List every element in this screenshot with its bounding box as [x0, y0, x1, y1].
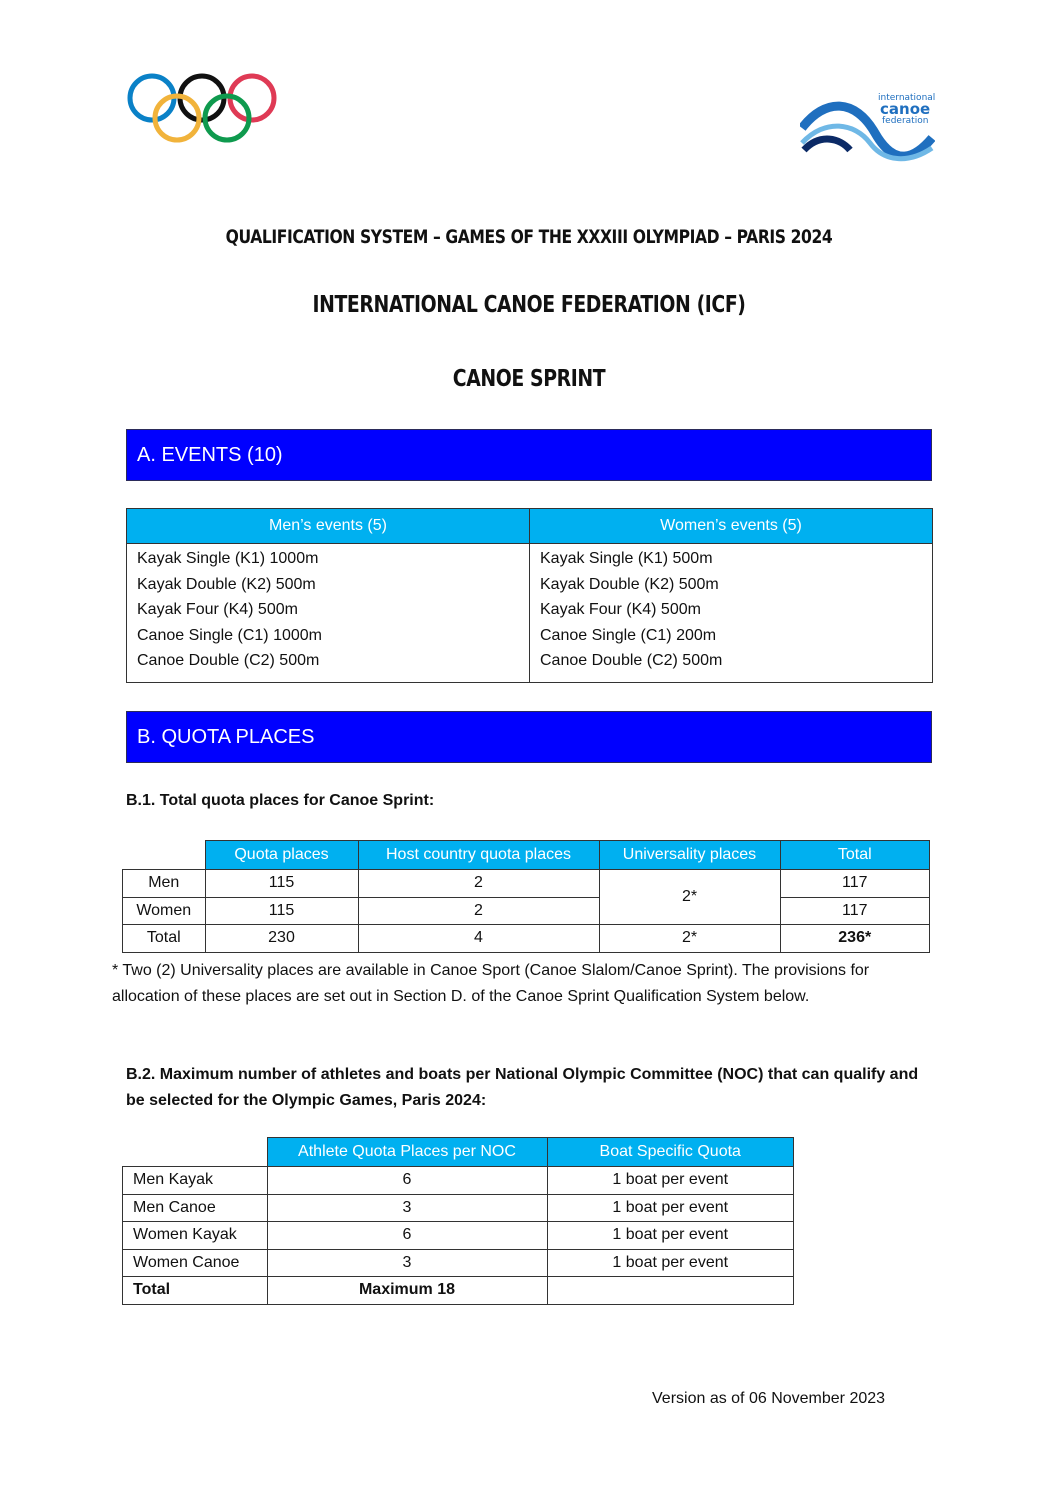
- total-value: 117: [780, 897, 930, 925]
- host-value: 2: [358, 897, 599, 925]
- universality-footnote: * Two (2) Universality places are available in Canoe Sport (Canoe Slalom/Canoe Sprint). The provisions for allocation of these places are set out in Section D. of the Canoe Sprint Qualification System below.: [112, 962, 870, 1005]
- event-item: Kayak Double (K2) 500m: [540, 575, 719, 593]
- table-row: [123, 1249, 794, 1277]
- table-row: [123, 1222, 794, 1250]
- quota-value: 230: [205, 925, 358, 953]
- athletes-value: 3: [267, 1249, 547, 1277]
- row-label: Women Kayak: [123, 1222, 268, 1250]
- event-item: Canoe Single (C1) 1000m: [137, 626, 322, 644]
- b2-subheading: B.2. Maximum number of athletes and boats per National Olympic Committee (NOC) that can qualify and be selected for the Olympic Games, Paris 2024:: [126, 1066, 919, 1109]
- boat-quota-header: Boat Specific Quota: [547, 1138, 794, 1167]
- federation-title: INTERNATIONAL CANOE FEDERATION (ICF): [312, 292, 746, 318]
- boats-value: [547, 1277, 794, 1305]
- noc-header-blank: [123, 1138, 268, 1167]
- women-events-header: Women’s events (5): [530, 509, 933, 544]
- men-events-header: Men’s events (5): [127, 509, 530, 544]
- icf-logo-text-2: canoe: [880, 100, 931, 118]
- row-label: Women Canoe: [123, 1249, 268, 1277]
- quota-header: Quota places: [205, 841, 358, 870]
- version-footer: Version as of 06 November 2023: [652, 1390, 886, 1407]
- row-label: Men: [123, 870, 206, 898]
- event-item: Kayak Single (K1) 500m: [540, 550, 713, 567]
- total-value: 236*: [780, 925, 930, 953]
- section-a-heading: A. EVENTS (10): [126, 429, 932, 481]
- quota-header-blank: [123, 841, 206, 870]
- quota-value: 115: [205, 870, 358, 898]
- athletes-value: 3: [267, 1194, 547, 1222]
- total-header: Total: [780, 841, 930, 870]
- event-item: Kayak Double (K2) 500m: [137, 575, 316, 593]
- universality-value: 2*: [599, 870, 780, 925]
- host-header: Host country quota places: [358, 841, 599, 870]
- quota-table: [122, 840, 930, 953]
- event-item: Kayak Four (K4) 500m: [137, 601, 298, 618]
- women-events-cell: [530, 544, 933, 683]
- boats-value: 1 boat per event: [547, 1249, 794, 1277]
- athletes-value: 6: [267, 1222, 547, 1250]
- athletes-value: Maximum 18: [267, 1277, 547, 1305]
- table-row: [123, 870, 930, 898]
- athlete-quota-header: Athlete Quota Places per NOC: [267, 1138, 547, 1167]
- events-table: [126, 508, 933, 683]
- row-label: Men Kayak: [123, 1167, 268, 1195]
- men-events-cell: [127, 544, 530, 683]
- icf-logo-text-3: federation: [882, 116, 929, 126]
- olympic-rings-logo: [126, 72, 278, 144]
- table-row: [123, 897, 930, 925]
- row-label: Total: [123, 1277, 268, 1305]
- table-row: [123, 1167, 794, 1195]
- section-b-heading: B. QUOTA PLACES: [126, 711, 932, 763]
- athletes-value: 6: [267, 1167, 547, 1195]
- boats-value: 1 boat per event: [547, 1167, 794, 1195]
- event-item: Canoe Double (C2) 500m: [540, 652, 723, 669]
- event-item: Canoe Double (C2) 500m: [137, 652, 320, 669]
- icf-logo: [800, 88, 935, 163]
- table-row: [123, 1277, 794, 1305]
- row-label: Men Canoe: [123, 1194, 268, 1222]
- host-value: 2: [358, 870, 599, 898]
- boats-value: 1 boat per event: [547, 1194, 794, 1222]
- universality-header: Universality places: [599, 841, 780, 870]
- table-row: [123, 1194, 794, 1222]
- icf-logo-text-1: international: [878, 93, 935, 103]
- event-item: Kayak Single (K1) 1000m: [137, 550, 319, 567]
- table-row: [123, 925, 930, 953]
- discipline-title: CANOE SPRINT: [452, 366, 606, 392]
- universality-value: 2*: [599, 925, 780, 953]
- noc-quota-table: [122, 1137, 794, 1305]
- event-item: Kayak Four (K4) 500m: [540, 601, 701, 618]
- boats-value: 1 boat per event: [547, 1222, 794, 1250]
- event-item: Canoe Single (C1) 200m: [540, 626, 717, 644]
- b1-subheading: B.1. Total quota places for Canoe Sprint:: [126, 792, 435, 809]
- host-value: 4: [358, 925, 599, 953]
- row-label: Women: [123, 897, 206, 925]
- quota-value: 115: [205, 897, 358, 925]
- document-title: QUALIFICATION SYSTEM – GAMES OF THE XXXIII OLYMPIAD – PARIS 2024: [225, 226, 833, 248]
- total-value: 117: [780, 870, 930, 898]
- row-label: Total: [123, 925, 206, 953]
